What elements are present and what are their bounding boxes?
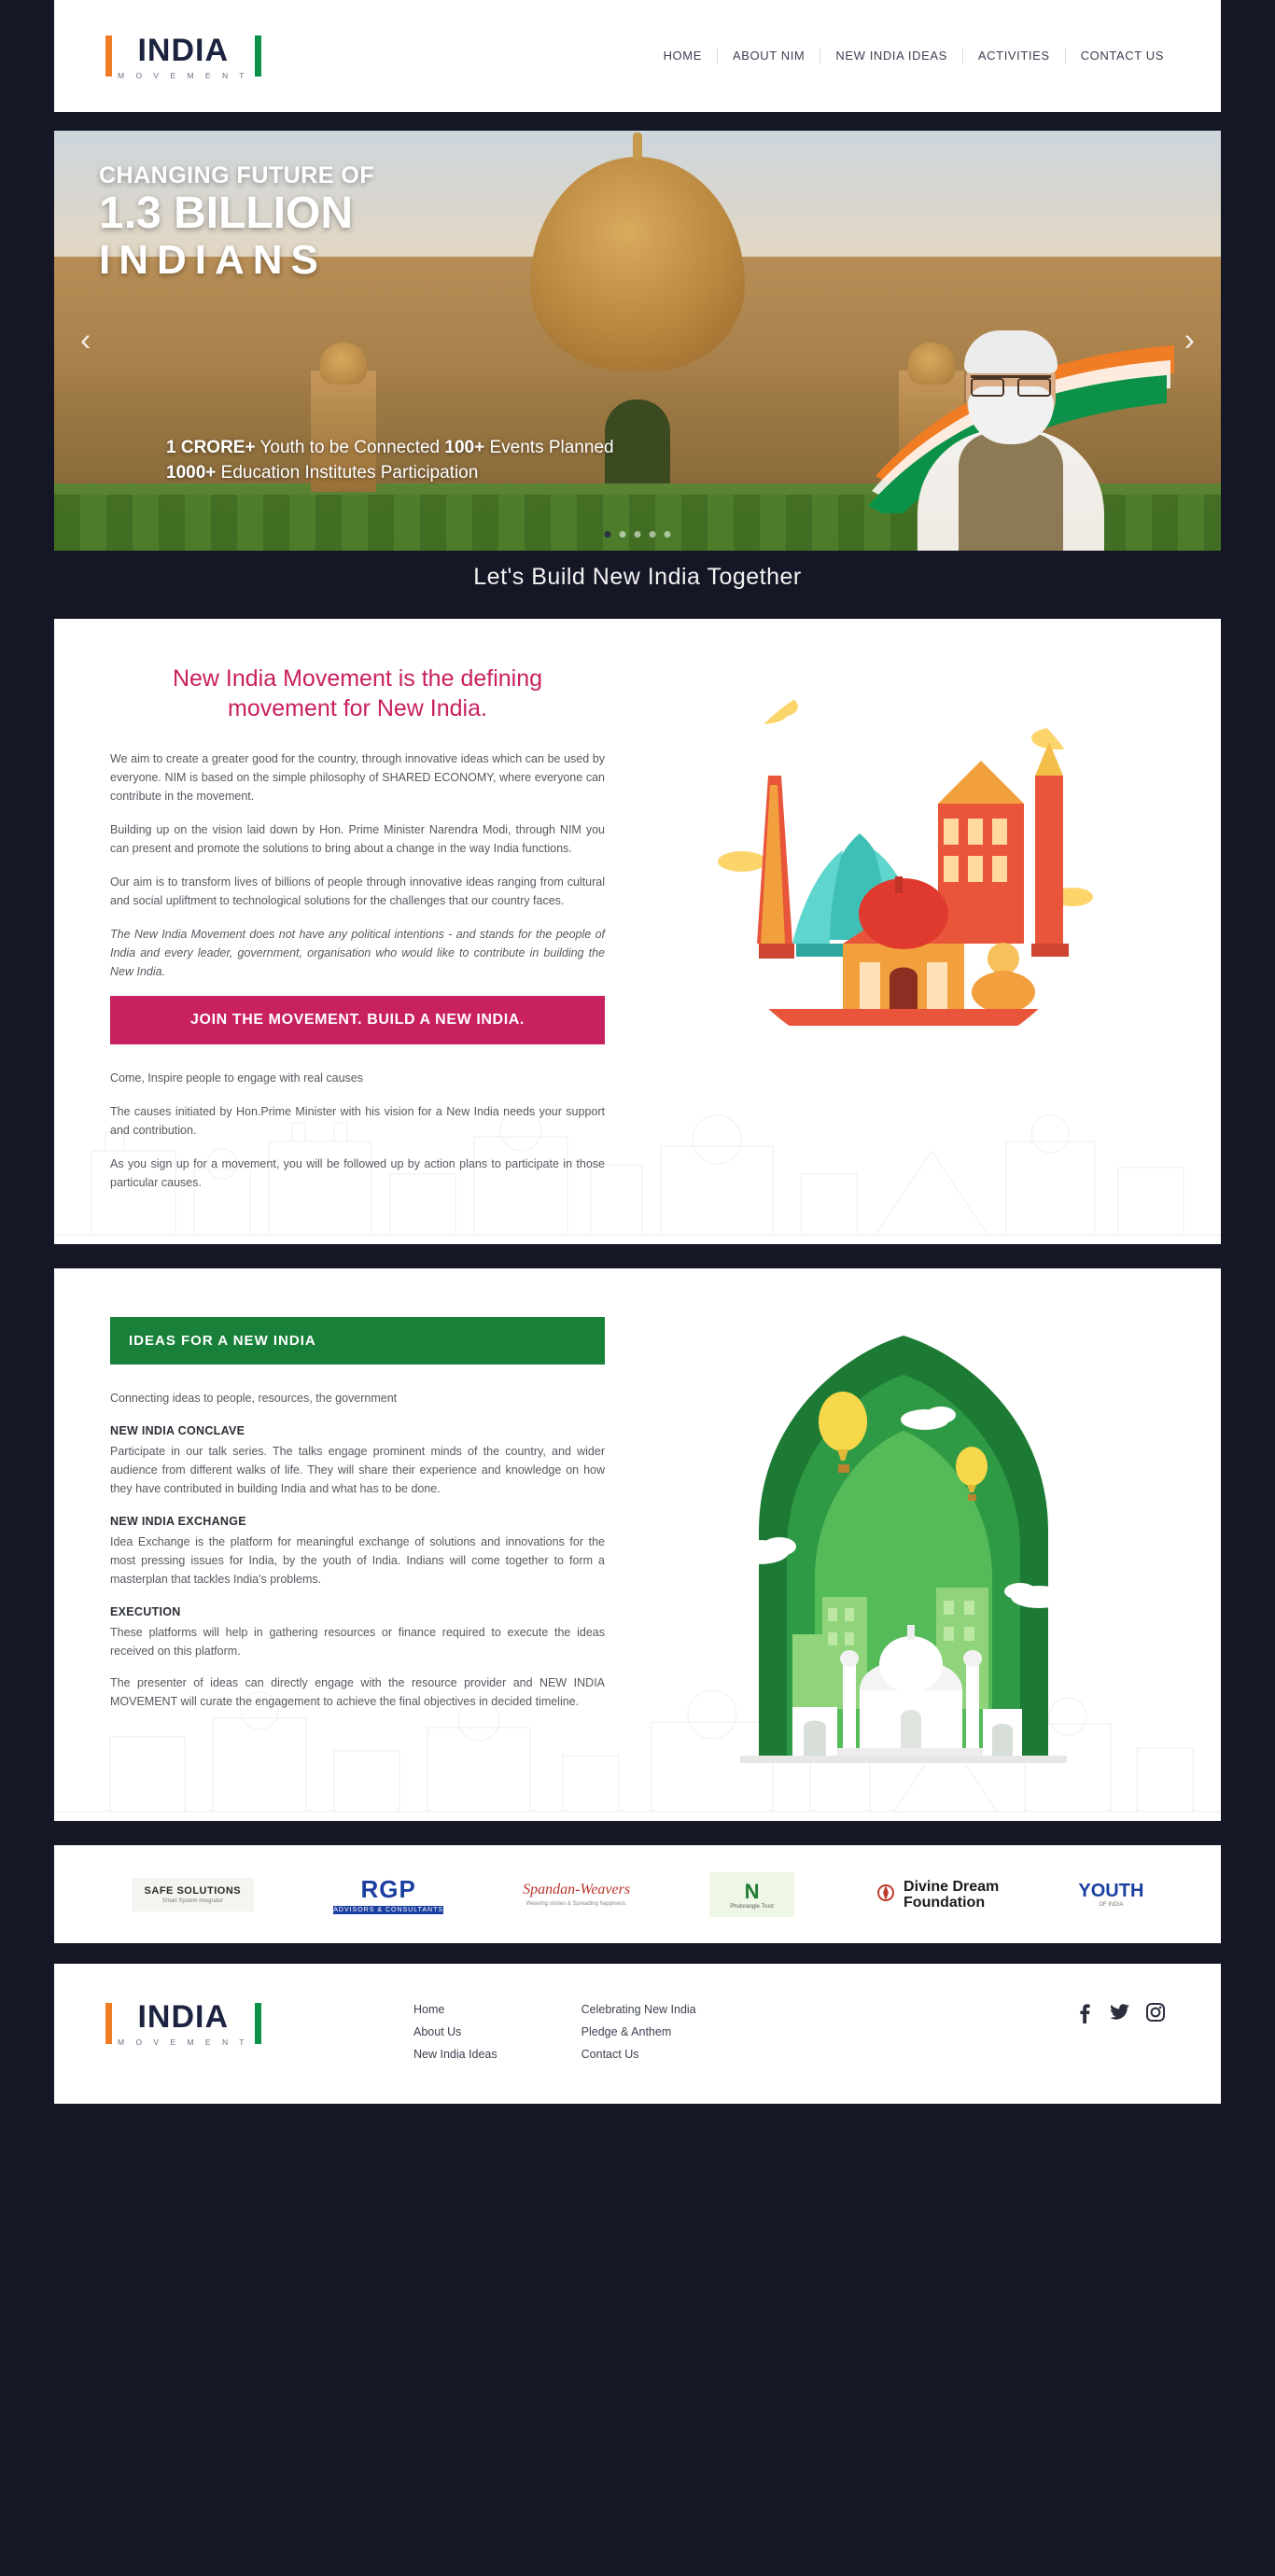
india-monuments-svg	[703, 664, 1104, 1065]
hero-stat-row-2	[166, 460, 614, 485]
logo-word: INDIA	[137, 32, 230, 68]
partner-rgp[interactable]	[333, 1875, 443, 1914]
footer-link-contact-us[interactable]: Contact Us	[581, 2048, 639, 2061]
about-after-paragraph-2: The causes initiated by Hon.Prime Minister with his vision for a New India needs your support and contribution.	[110, 1105, 605, 1137]
hero-line-3: INDIANS	[99, 237, 327, 283]
footer-logo-word: INDIA	[137, 1999, 230, 2035]
nav-item-activities[interactable]: ACTIVITIES	[962, 49, 1065, 63]
about-paragraph-2: Building up on the vision laid down by Hon. Prime Minister Narendra Modi, through NIM you can present and promote the solutions to bring about a change in the way India functions.	[110, 823, 605, 855]
partner-spandan-weavers[interactable]	[523, 1882, 630, 1907]
green-india-svg	[703, 1317, 1104, 1765]
about-section	[54, 619, 1221, 1244]
about-paragraph-3: Our aim is to transform lives of billions of people through innovative ideas ranging from cultural and social upliftment to technological solutions for the challenges that our country faces.	[110, 875, 605, 907]
ideas-section	[54, 1268, 1221, 1821]
carousel-next-arrow-icon[interactable]: ›	[1184, 322, 1195, 358]
footer-links	[385, 1999, 1077, 2070]
footer-logo-subtitle: M O V E M E N T	[118, 2037, 249, 2047]
instagram-icon[interactable]	[1146, 2003, 1165, 2028]
hero-stat-institutes-text: Education Institutes Participation	[216, 463, 479, 483]
footer-logo-green-bar	[255, 2003, 261, 2044]
ideas-section-body-exchange: Idea Exchange is the platform for meaningful exchange of solutions and innovations for the most pressing issues for India, by the youth of India. Indians will come together to form a masterplan that tackles India's problems.	[110, 1535, 605, 1586]
carousel-dot-1[interactable]	[605, 531, 611, 538]
ideas-section-title-exchange: NEW INDIA EXCHANGE	[110, 1515, 246, 1528]
about-text-column	[110, 664, 633, 1207]
footer-links-column-2	[581, 2003, 696, 2070]
carousel-dot-3[interactable]	[635, 531, 641, 538]
about-card	[54, 619, 1221, 1244]
partner-phulsrangle-name: N	[744, 1879, 760, 1903]
logo-green-bar	[255, 35, 261, 77]
about-disclaimer: The New India Movement does not have any political intentions - and stands for the people of India and every leader, government, organisation who would like to contribute in building the New India.	[110, 928, 605, 978]
carousel-prev-arrow-icon[interactable]: ‹	[80, 322, 91, 358]
green-india-illustration	[703, 1317, 1104, 1765]
carousel-dot-4[interactable]	[650, 531, 656, 538]
carousel-dot-5[interactable]	[665, 531, 671, 538]
social-links	[1077, 1999, 1165, 2028]
partner-rgp-sub: ADVISORS & CONSULTANTS	[333, 1906, 444, 1913]
facebook-glyph	[1077, 2003, 1092, 2023]
partner-phulsrangle-trust[interactable]	[709, 1872, 794, 1917]
footer-links-column-1	[413, 2003, 497, 2070]
ideas-section-body-conclave: Participate in our talk series. The talks engage prominent minds of the country, and wider audience from different walks of life. They will share their experience and knowledge on how they have contributed in building India and what has to be done.	[110, 1445, 605, 1495]
hero-stat-institutes-count: 1000+	[166, 463, 217, 483]
footer-link-celebrating-new-india[interactable]: Celebrating New India	[581, 2003, 696, 2016]
ideas-card	[54, 1268, 1221, 1821]
hero-gate	[605, 399, 670, 483]
divine-dream-icon	[874, 1883, 898, 1907]
partner-phulsrangle-sub: Phulsrangle Trust	[730, 1903, 774, 1910]
nav-item-home[interactable]: HOME	[663, 49, 702, 63]
hero-stats-block	[166, 435, 614, 485]
about-heading: New India Movement is the defining movement for New India.	[172, 665, 543, 721]
twitter-glyph	[1109, 2003, 1129, 2022]
nav-item-contact-us[interactable]: CONTACT US	[1065, 49, 1179, 63]
ideas-section-title-conclave: NEW INDIA CONCLAVE	[110, 1424, 245, 1437]
india-monuments-illustration	[703, 664, 1104, 1065]
glasses-icon	[971, 375, 1051, 390]
ideas-section-body-execution: These platforms will help in gathering resources or finance required to execute the ideas received on this platform.	[110, 1626, 605, 1658]
twitter-icon[interactable]	[1109, 2003, 1129, 2028]
about-paragraph-1: We aim to create a greater good for the country, through innovative ideas which can be used by everyone. NIM is based on the simple philosophy of SHARED ECONOMY, where everyone can contribute in the movement.	[110, 752, 605, 803]
partner-rgp-name: RGP	[360, 1874, 416, 1903]
facebook-icon[interactable]	[1077, 2003, 1092, 2028]
about-illustration-column	[633, 664, 1174, 1207]
footer-logo[interactable]	[105, 1999, 385, 2047]
site-logo[interactable]	[105, 33, 261, 80]
footer-logo-block[interactable]	[105, 1999, 385, 2047]
nav-item-about-nim[interactable]: ABOUT NIM	[717, 49, 820, 63]
hero-stat-youth-text: Youth to be Connected	[255, 438, 445, 457]
join-movement-button[interactable]: JOIN THE MOVEMENT. BUILD A NEW INDIA.	[110, 996, 605, 1044]
site-header	[54, 0, 1221, 112]
partner-divine-name: Divine Dream	[904, 1878, 1000, 1895]
partner-spandan-sub: Weaving stories & Spreading happiness.	[525, 1901, 627, 1907]
hero-stat-row-1	[166, 435, 614, 460]
ideas-section-title-execution: EXECUTION	[110, 1605, 181, 1618]
partner-safe-solutions-sub: Smart System Integrator	[161, 1897, 223, 1904]
partner-safe-solutions[interactable]	[132, 1878, 255, 1911]
ideas-illustration-column	[633, 1317, 1174, 1765]
carousel-dots	[605, 531, 671, 538]
footer-logo-saffron-bar	[105, 2003, 112, 2044]
logo-saffron-bar	[105, 35, 112, 77]
hero-stat-events-count: 100+	[444, 438, 485, 457]
ideas-intro: Connecting ideas to people, resources, the government	[110, 1392, 398, 1405]
instagram-glyph	[1146, 2003, 1165, 2022]
partner-safe-solutions-name: SAFE SOLUTIONS	[144, 1884, 242, 1897]
partner-spandan-name: Spandan-Weavers	[523, 1882, 631, 1897]
footer-link-new-india-ideas[interactable]: New India Ideas	[413, 2048, 497, 2061]
page-tagline: Let's Build New India Together	[473, 564, 802, 590]
partner-youth-name: YOUTH	[1078, 1881, 1144, 1901]
footer-link-about-us[interactable]: About Us	[413, 2025, 462, 2038]
hero-line-1: CHANGING FUTURE OF	[99, 162, 375, 189]
hero-stat-youth-count: 1 CRORE+	[166, 438, 256, 457]
partners-strip	[54, 1845, 1221, 1943]
partner-youth-sub: OF INDIA	[1099, 1902, 1124, 1908]
nav-item-new-india-ideas[interactable]: NEW INDIA IDEAS	[820, 49, 962, 63]
hero-title-block	[99, 162, 374, 283]
site-footer	[54, 1964, 1221, 2104]
partner-divine-sub: Foundation	[904, 1894, 986, 1911]
partner-youth-of-india[interactable]	[1078, 1881, 1143, 1908]
about-after-paragraph-3: As you sign up for a movement, you will be followed up by action plans to participate in those particular causes.	[110, 1157, 605, 1189]
footer-link-pledge-anthem[interactable]: Pledge & Anthem	[581, 2025, 672, 2038]
main-nav	[649, 49, 1179, 63]
hero-portrait-pm	[904, 327, 1118, 551]
partner-divine-dream-foundation[interactable]	[874, 1879, 999, 1911]
hero-carousel	[54, 131, 1221, 551]
footer-logo-text	[118, 1999, 249, 2047]
hero-line-2: 1.3 BILLION	[99, 189, 354, 238]
footer-link-home[interactable]: Home	[413, 2003, 445, 2016]
ideas-text-column	[110, 1317, 633, 1765]
carousel-dot-2[interactable]	[620, 531, 626, 538]
logo-text	[118, 33, 249, 80]
hero-stat-events-text: Events Planned	[484, 438, 614, 457]
logo-subtitle: M O V E M E N T	[118, 70, 249, 80]
ideas-closing: The presenter of ideas can directly engage with the resource provider and NEW INDIA MOVEMENT will curate the engagement to achieve the final objectives in decided timeline.	[110, 1676, 605, 1708]
portrait-vest	[959, 433, 1063, 551]
portrait-hair	[964, 330, 1058, 373]
about-after-paragraph-1: Come, Inspire people to engage with real causes	[110, 1071, 363, 1085]
ideas-banner: IDEAS FOR A NEW INDIA	[110, 1317, 605, 1365]
